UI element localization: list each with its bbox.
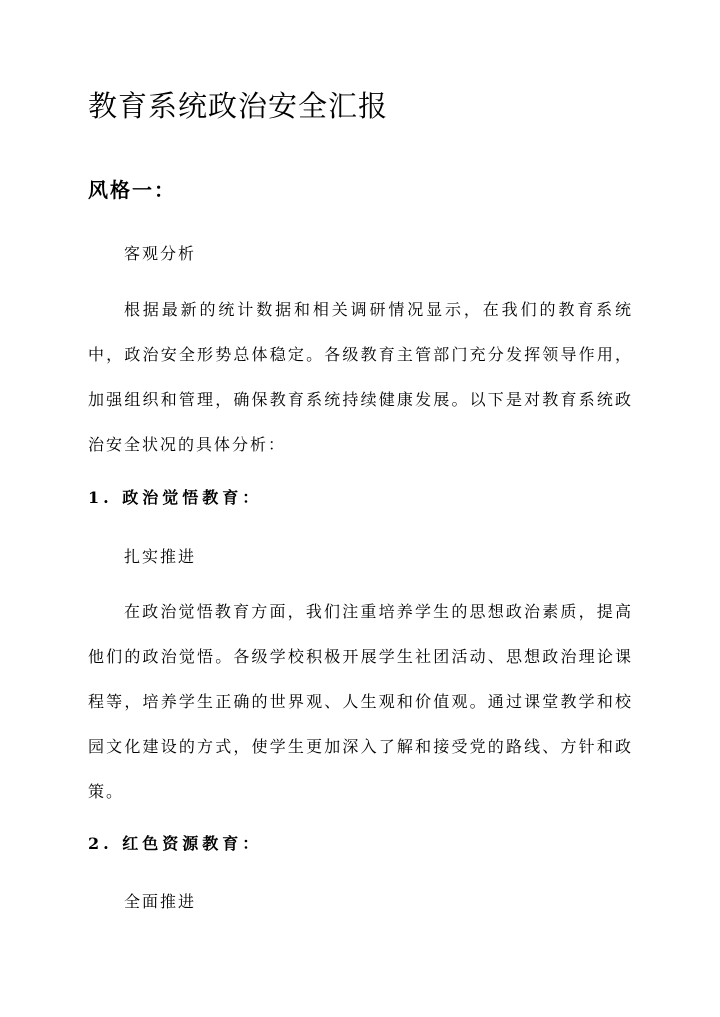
intro-paragraph: 根据最新的统计数据和相关调研情况显示，在我们的教育系统中，政治安全形势总体稳定。各级教育主管部门充分发挥领导作用，加强组织和管理，确保教育系统持续健康发展。以下是对教育系统政治安全状况的具体分析：: [88, 300, 633, 454]
intro-subheading: 客观分析: [124, 244, 197, 263]
style-heading: 风格一：: [88, 178, 176, 202]
section-subheading-red-resources: 全面推进: [124, 892, 197, 911]
section-subheading-political-awareness: 扎实推进: [124, 547, 197, 566]
document-title: 教育系统政治安全汇报: [88, 89, 389, 123]
section-heading-political-awareness: 1. 政治觉悟教育：: [88, 488, 263, 507]
section-heading-red-resources: 2. 红色资源教育：: [88, 834, 263, 853]
section-paragraph-political-awareness: 在政治觉悟教育方面，我们注重培养学生的思想政治素质，提高他们的政治觉悟。各级学校积极开展学生社团活动、思想政治理论课程等，培养学生正确的世界观、人生观和价值观。通过课堂教学和校园文化建设的方式，使学生更加深入了解和接受党的路线、方针和政策。: [88, 602, 633, 801]
